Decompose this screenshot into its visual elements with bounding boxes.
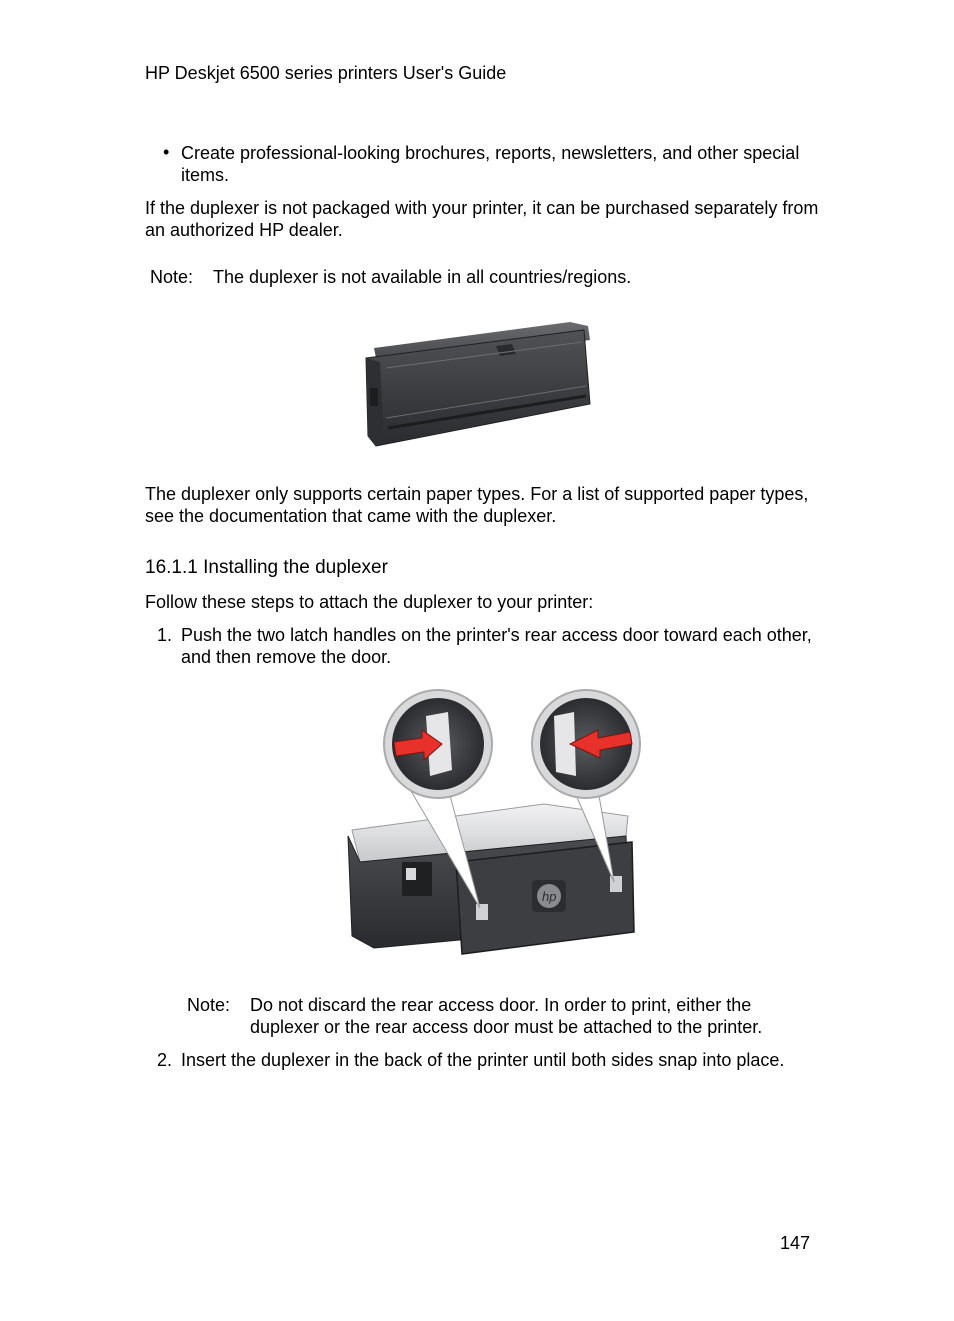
running-header: HP Deskjet 6500 series printers User's Guide [145,63,507,83]
paper-types-paragraph: The duplexer only supports certain paper types. For a list of supported paper types, see the documentation that came with the duplexer. [145,484,809,526]
step-text: Insert the duplexer in the back of the printer until both sides snap into place. [181,1050,785,1070]
step-number: 1. [157,625,173,645]
note-label: Note: [187,995,231,1015]
note-text: Do not discard the rear access door. In order to print, either the duplexer or the rear access door must be attached to the printer. [250,995,763,1037]
step-number: 2. [157,1050,173,1070]
note-text: The duplexer is not available in all countries/regions. [213,267,632,287]
bullet-marker: • [163,142,170,162]
bullet-list [163,142,823,186]
rear-door-illustration [344,686,644,958]
note-label: Note: [150,267,194,287]
availability-paragraph: If the duplexer is not packaged with your printer, it can be purchased separately from an authorized HP dealer. [145,198,819,240]
steps-intro: Follow these steps to attach the duplexer to your printer: [145,592,594,612]
bullet-item: Create professional-looking brochures, reports, newsletters, and other special items. [181,143,800,185]
svg-text:hp: hp [542,889,557,904]
section-heading: 16.1.1 Installing the duplexer [145,557,388,578]
page-number: 147 [780,1233,811,1253]
duplexer-illustration [360,318,596,453]
step-text: Push the two latch handles on the printer's rear access door toward each other, and then remove the door. [181,625,812,667]
